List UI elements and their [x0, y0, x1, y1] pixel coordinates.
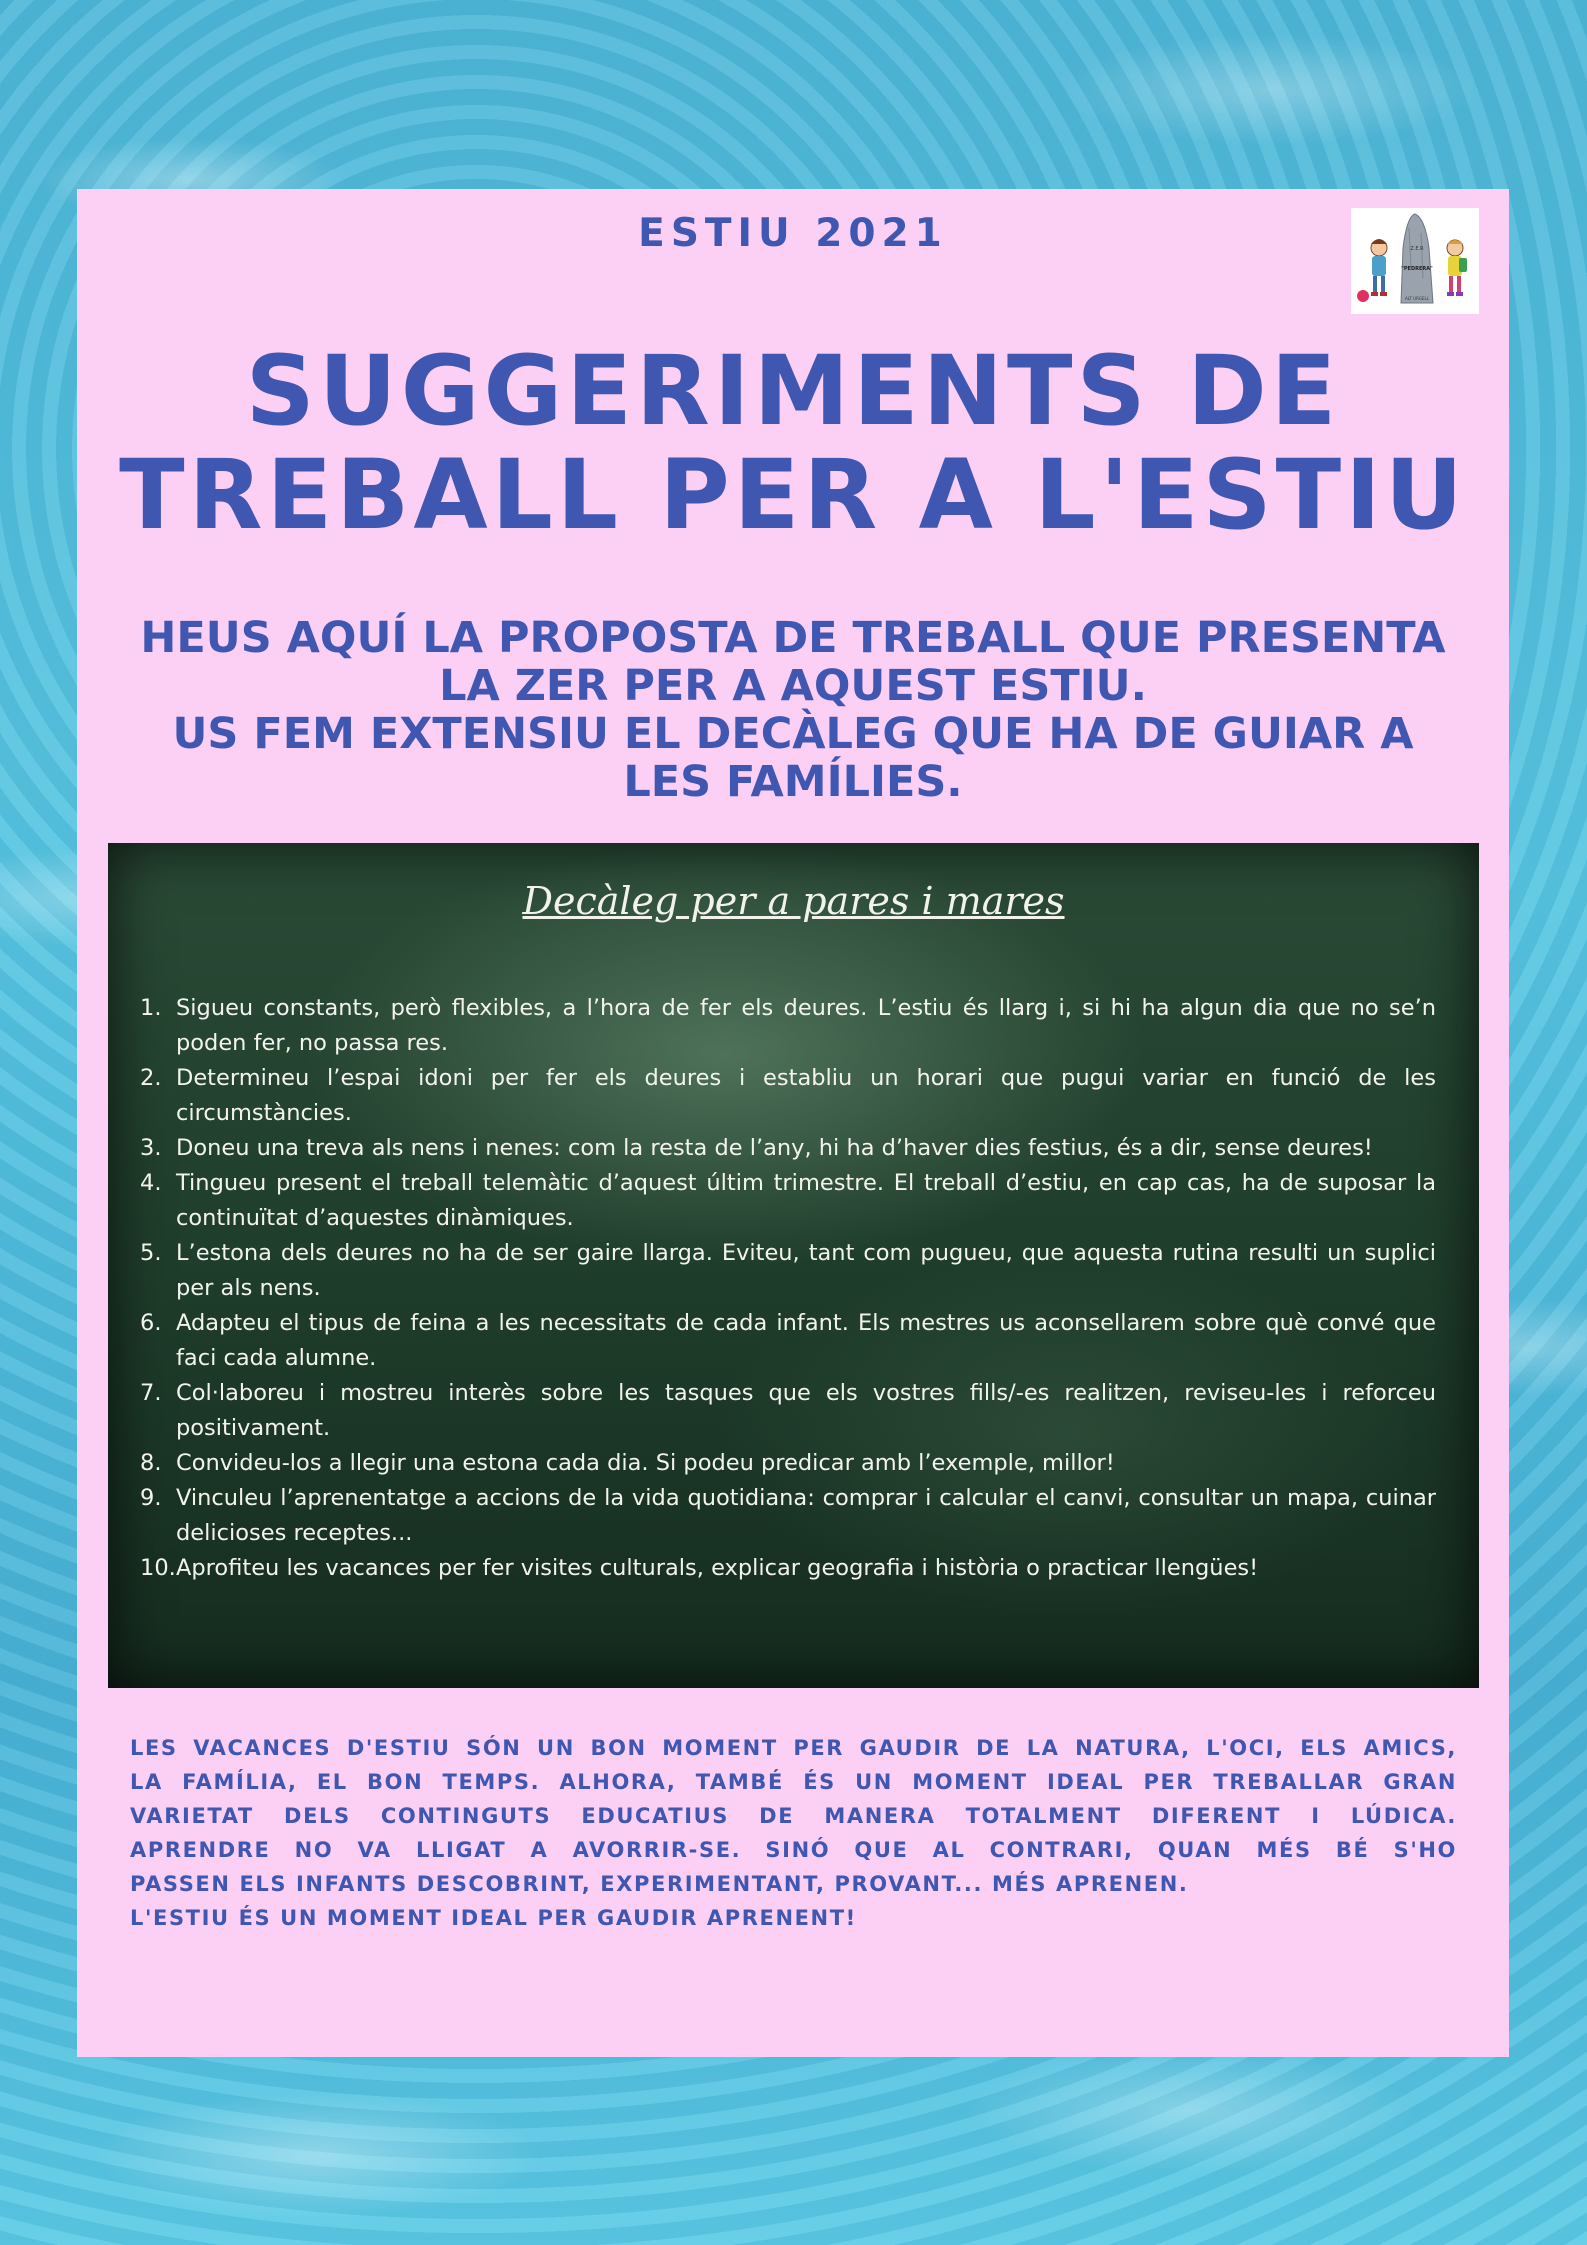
- poster-panel: [77, 189, 1509, 2057]
- chalkboard-title: Decàleg per a pares i mares: [522, 879, 1065, 923]
- intro-line-2: LA ZER PER A AQUEST ESTIU.: [439, 661, 1147, 711]
- list-item-text: Col·laboreu i mostreu interès sobre les tasques que els vostres fills/-es realitzen, reviseu-les i reforceu positivament.: [176, 1380, 1436, 1441]
- list-item: [140, 991, 1436, 1061]
- list-item: [140, 1376, 1436, 1446]
- list-item-number: 1.: [140, 995, 162, 1021]
- list-item-number: 8.: [140, 1450, 162, 1476]
- page-title: [77, 335, 1509, 551]
- chalkboard: [108, 843, 1479, 1688]
- list-item-number: 9.: [140, 1485, 162, 1511]
- logo-graphic: [1351, 208, 1479, 314]
- logo-text-top: Z.E.R: [1410, 246, 1424, 252]
- list-item-text: Aprofiteu les vacances per fer visites culturals, explicar geografia i història o practicar llengües!: [176, 1555, 1259, 1581]
- intro-line-3: US FEM EXTENSIU EL DECÀLEG QUE HA DE GUIAR A: [172, 709, 1414, 759]
- closing-line-6: L'ESTIU ÉS UN MOMENT IDEAL PER GAUDIR APRENENT!: [130, 1906, 857, 1930]
- list-item: [140, 1131, 1436, 1166]
- list-item: [140, 1061, 1436, 1131]
- list-item-text: Doneu una treva als nens i nenes: com la resta de l’any, hi ha d’haver dies festius, és a dir, sense deures!: [176, 1135, 1373, 1161]
- intro-text: [117, 614, 1469, 806]
- list-item-text: Determineu l’espai idoni per fer els deures i establiu un horari que pugui variar en funció de les circumstàncies.: [176, 1065, 1436, 1126]
- list-item-text: Sigueu constants, però flexibles, a l’hora de fer els deures. L’estiu és llarg i, si hi ha algun dia que no se’n poden fer, no passa res.: [176, 995, 1436, 1056]
- closing-line-1: LES VACANCES D'ESTIU SÓN UN BON MOMENT PER GAUDIR DE LA NATURA, L'OCI, ELS AMICS,: [130, 1736, 1457, 1760]
- list-item-number: 2.: [140, 1065, 162, 1091]
- intro-line-1: HEUS AQUÍ LA PROPOSTA DE TREBALL QUE PRESENTA: [140, 613, 1446, 663]
- list-item: [140, 1306, 1436, 1376]
- closing-line-4: APRENDRE NO VA LLIGAT A AVORRIR-SE. SINÓ QUE AL CONTRARI, QUAN MÉS BÉ S'HO: [130, 1838, 1457, 1862]
- list-item: [140, 1236, 1436, 1306]
- season-label: ESTIU 2021: [638, 211, 948, 256]
- intro-line-4: LES FAMÍLIES.: [623, 757, 963, 807]
- closing-line-2: LA FAMÍLIA, EL BON TEMPS. ALHORA, TAMBÉ ÉS UN MOMENT IDEAL PER TREBALLAR GRAN: [130, 1770, 1457, 1794]
- list-item-text: Vinculeu l’aprenentatge a accions de la vida quotidiana: comprar i calcular el canvi, consultar un mapa, cuinar delicioses receptes...: [176, 1485, 1436, 1546]
- list-item-number: 5.: [140, 1240, 162, 1266]
- list-item-text: Convideu-los a llegir una estona cada dia. Si podeu predicar amb l’exemple, millor!: [176, 1450, 1115, 1476]
- list-item: [140, 1446, 1436, 1481]
- list-item-number: 10.: [140, 1555, 176, 1581]
- list-item-number: 7.: [140, 1380, 162, 1406]
- list-item: [140, 1481, 1436, 1551]
- list-item-text: Adapteu el tipus de feina a les necessitats de cada infant. Els mestres us aconsellarem sobre què convé que faci cada alumne.: [176, 1310, 1436, 1371]
- list-item-text: L’estona dels deures no ha de ser gaire llarga. Eviteu, tant com pugueu, que aquesta rutina resulti un suplici per als nens.: [176, 1240, 1436, 1301]
- list-item-number: 6.: [140, 1310, 162, 1336]
- list-item: [140, 1166, 1436, 1236]
- list-item: [140, 1551, 1436, 1586]
- logo-text-mid: "PEDRERA": [1401, 266, 1433, 272]
- closing-line-3: VARIETAT DELS CONTINGUTS EDUCATIUS DE MANERA TOTALMENT DIFERENT I LÚDICA.: [130, 1804, 1457, 1828]
- logo-text-bottom: ALT URGELL: [1405, 296, 1429, 301]
- list-item-number: 3.: [140, 1135, 162, 1161]
- closing-line-5: PASSEN ELS INFANTS DESCOBRINT, EXPERIMENTANT, PROVANT... MÉS APRENEN.: [130, 1872, 1189, 1896]
- decalogue-list: [140, 991, 1436, 1586]
- list-item-number: 4.: [140, 1170, 162, 1196]
- title-line-1: SUGGERIMENTS DE: [245, 335, 1341, 447]
- list-item-text: Tingueu present el treball telemàtic d’aquest últim trimestre. El treball d’estiu, en cap cas, ha de suposar la continuïtat d’aquestes dinàmiques.: [176, 1170, 1436, 1231]
- closing-paragraph: [130, 1731, 1457, 1935]
- school-logo-icon: [1351, 208, 1479, 314]
- title-line-2: TREBALL PER A L'ESTIU: [119, 439, 1467, 551]
